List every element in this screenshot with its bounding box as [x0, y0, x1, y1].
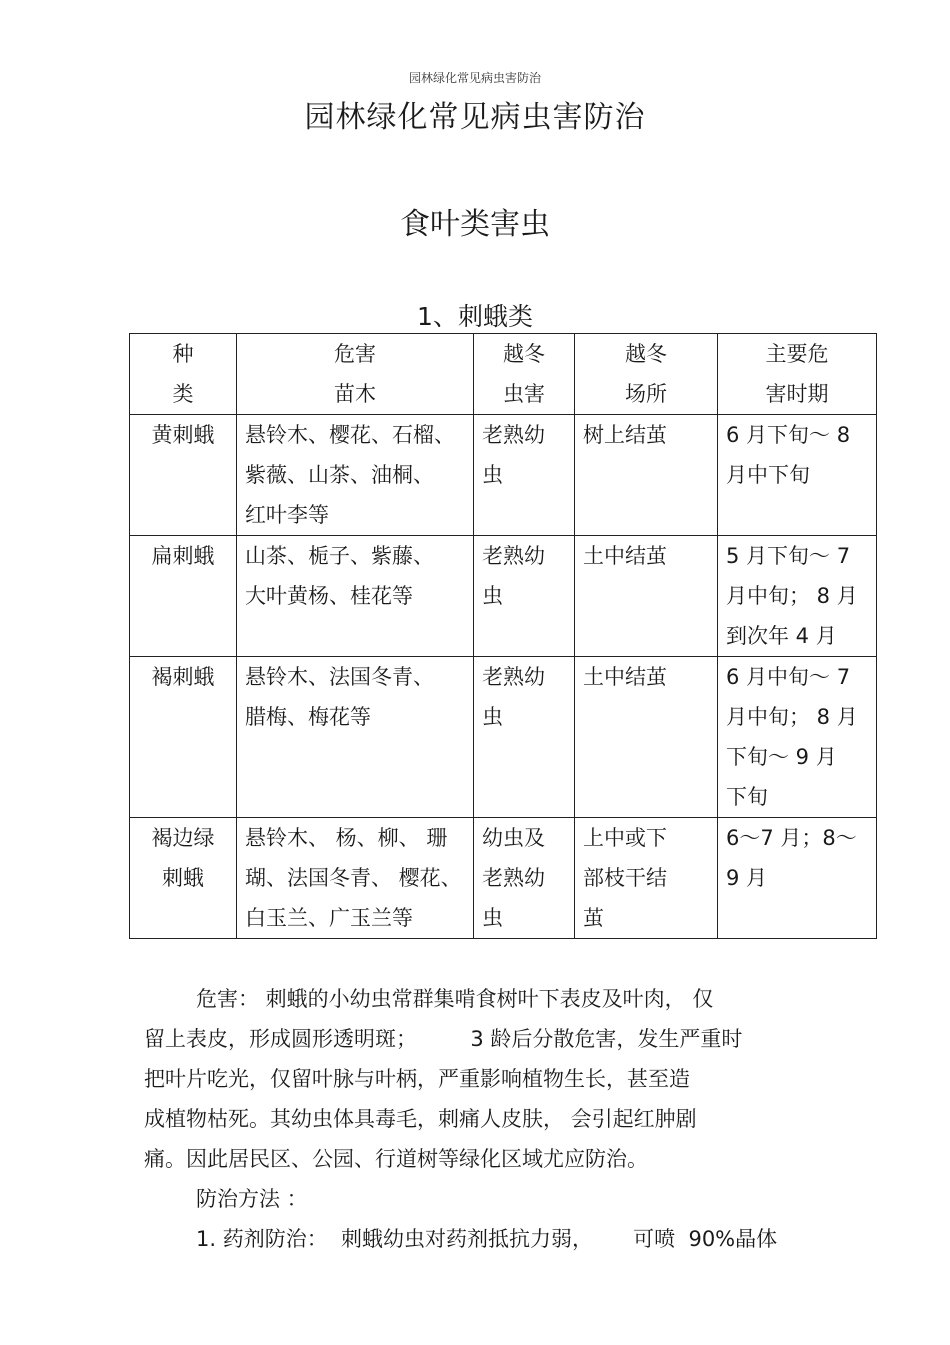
- table-row: [130, 415, 877, 536]
- harm-line: 成植物枯死。其幼虫体具毒毛，刺痛人皮肤， 会引起红肿剧: [144, 1107, 697, 1131]
- cell-hosts: 山茶、栀子、紫藤、 大叶黄杨、桂花等: [237, 536, 474, 657]
- pest-table: [129, 333, 877, 939]
- cell-species: 褐边绿 刺蛾: [130, 818, 237, 939]
- cell-hosts: 悬铃木、法国冬青、 腊梅、梅花等: [237, 657, 474, 818]
- table-header-row: [130, 334, 877, 415]
- harm-line: 把叶片吃光，仅留叶脉与叶柄，严重影响植物生长，甚至造: [144, 1067, 690, 1091]
- cell-damage-period: 6 月下旬～ 8 月中下旬: [718, 415, 877, 536]
- cell-damage-period: 6 月中旬～ 7 月中旬； 8 月 下旬～ 9 月 下旬: [718, 657, 877, 818]
- cell-species: 黄刺蛾: [130, 415, 237, 536]
- harm-line: 留上表皮，形成圆形透明斑； 3 龄后分散危害，发生严重时: [144, 1027, 743, 1051]
- cell-hosts: 悬铃木、樱花、石榴、 紫薇、山茶、油桐、 红叶李等: [237, 415, 474, 536]
- cell-species: 扁刺蛾: [130, 536, 237, 657]
- header-overwinter-site: 越冬 场所: [575, 334, 718, 415]
- subsection-title: 1、刺蛾类: [417, 302, 533, 331]
- section-title: 食叶类害虫: [400, 207, 550, 242]
- header-damage-period: 主要危 害时期: [718, 334, 877, 415]
- cell-overwinter-stage: 老熟幼 虫: [474, 415, 575, 536]
- control-heading: 防治方法 ：: [196, 1187, 308, 1211]
- cell-overwinter-stage: 老熟幼 虫: [474, 536, 575, 657]
- cell-overwinter-site: 上中或下 部枝干结 茧: [575, 818, 718, 939]
- header-overwinter-stage: 越冬 虫害: [474, 334, 575, 415]
- table-row: [130, 657, 877, 818]
- harm-paragraph: [144, 979, 804, 1259]
- cell-overwinter-stage: 幼虫及 老熟幼 虫: [474, 818, 575, 939]
- cell-overwinter-stage: 老熟幼 虫: [474, 657, 575, 818]
- running-header: 园林绿化常见病虫害防治: [408, 71, 541, 85]
- cell-overwinter-site: 树上结茧: [575, 415, 718, 536]
- table-row: [130, 818, 877, 939]
- cell-hosts: 悬铃木、 杨、柳、 珊 瑚、法国冬青、 樱花、 白玉兰、广玉兰等: [237, 818, 474, 939]
- cell-species: 褐刺蛾: [130, 657, 237, 818]
- harm-line: 危害： 刺蛾的小幼虫常群集啃食树叶下表皮及叶肉， 仅: [196, 987, 714, 1011]
- control-item-1: 1. 药剂防治： 刺蛾幼虫对药剂抵抗力弱， 可喷 90%晶体: [196, 1227, 778, 1251]
- header-species: 种 类: [130, 334, 237, 415]
- cell-overwinter-site: 土中结茧: [575, 536, 718, 657]
- cell-damage-period: 5 月下旬～ 7 月中旬； 8 月 到次年 4 月: [718, 536, 877, 657]
- harm-line: 痛。因此居民区、公园、行道树等绿化区域尤应防治。: [144, 1147, 648, 1171]
- table-row: [130, 536, 877, 657]
- document-title: 园林绿化常见病虫害防治: [304, 100, 646, 135]
- cell-overwinter-site: 土中结茧: [575, 657, 718, 818]
- header-hosts: 危害 苗木: [237, 334, 474, 415]
- cell-damage-period: 6～7 月；8～ 9 月: [718, 818, 877, 939]
